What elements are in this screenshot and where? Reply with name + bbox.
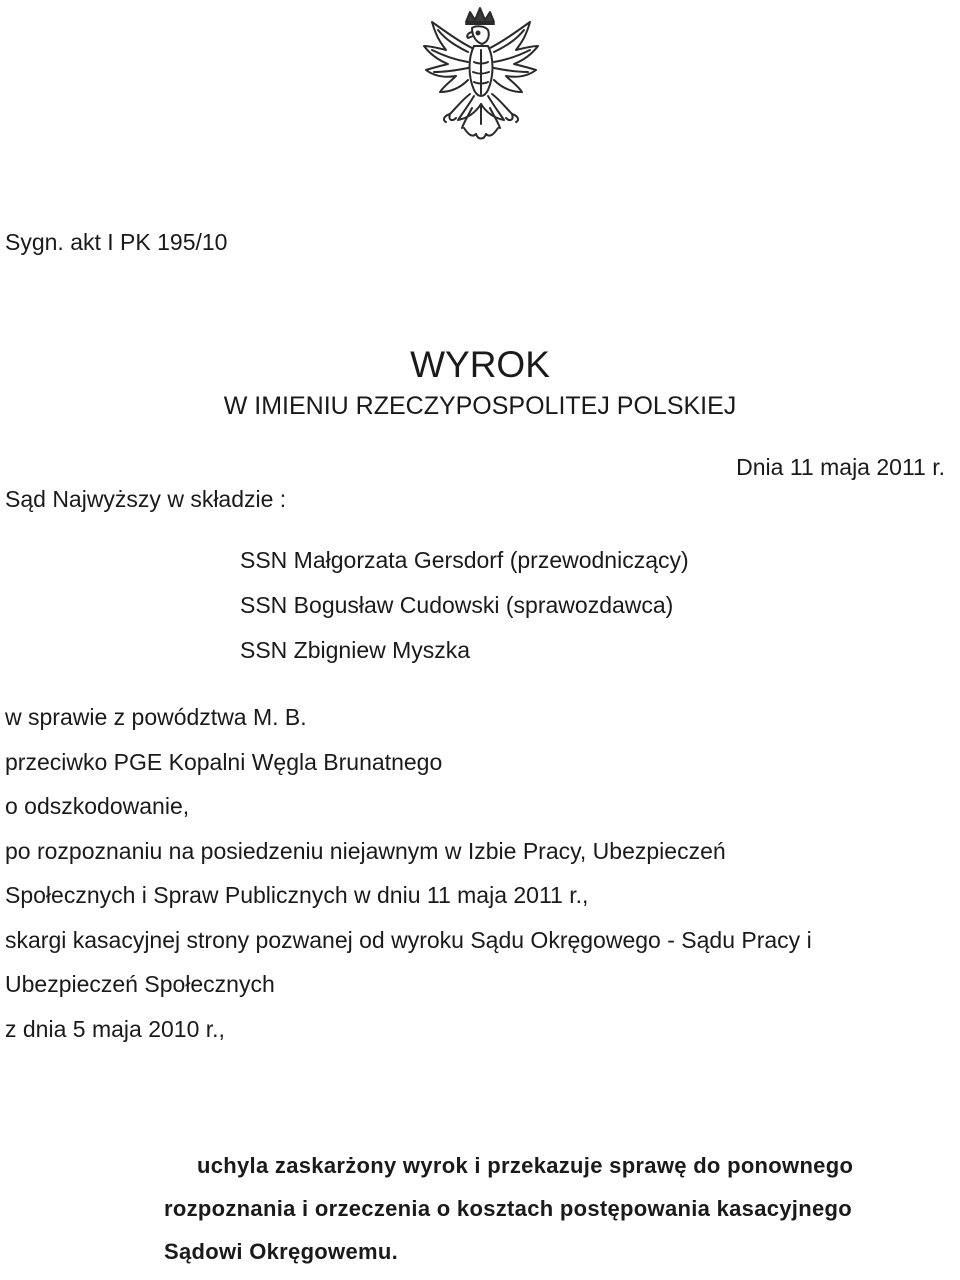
- judge-line: SSN Zbigniew Myszka: [240, 637, 471, 663]
- judge-line: SSN Małgorzata Gersdorf (przewodniczący): [240, 547, 689, 573]
- verdict-line: uchyla zaskarżony wyrok i przekazuje sprawę do ponownego: [197, 1153, 854, 1178]
- verdict-text: [164, 1151, 853, 1280]
- body-line: przeciwko PGE Kopalni Węgla Brunatnego: [5, 748, 443, 775]
- case-description: [5, 702, 812, 1058]
- judge-line: SSN Bogusław Cudowski (sprawozdawca): [240, 592, 674, 618]
- court-composition-intro: Sąd Najwyższy w składzie :: [5, 486, 287, 512]
- document-subtitle: W IMIENIU RZECZYPOSPOLITEJ POLSKIEJ: [223, 392, 737, 420]
- case-signature: Sygn. akt I PK 195/10: [5, 229, 228, 255]
- body-line: z dnia 5 maja 2010 r.,: [5, 1015, 225, 1042]
- body-line: skargi kasacyjnej strony pozwanej od wyroku Sądu Okręgowego - Sądu Pracy i: [5, 926, 812, 953]
- body-line: Społecznych i Spraw Publicznych w dniu 11 maja 2011 r.,: [5, 882, 589, 908]
- judges-list: [240, 543, 689, 678]
- body-line: Ubezpieczeń Społecznych: [5, 971, 275, 997]
- polish-eagle-emblem-icon: [402, 2, 558, 166]
- body-line: o odszkodowanie,: [5, 793, 190, 819]
- document-title: WYROK: [410, 344, 550, 385]
- verdict-line: Sądowi Okręgowemu.: [164, 1239, 399, 1264]
- body-line: po rozpoznaniu na posiedzeniu niejawnym w Izbie Pracy, Ubezpieczeń: [5, 837, 726, 864]
- body-line: w sprawie z powództwa M. B.: [5, 704, 307, 730]
- judgment-date: Dnia 11 maja 2011 r.: [736, 454, 945, 480]
- verdict-line: rozpoznania i orzeczenia o kosztach postępowania kasacyjnego: [164, 1196, 852, 1221]
